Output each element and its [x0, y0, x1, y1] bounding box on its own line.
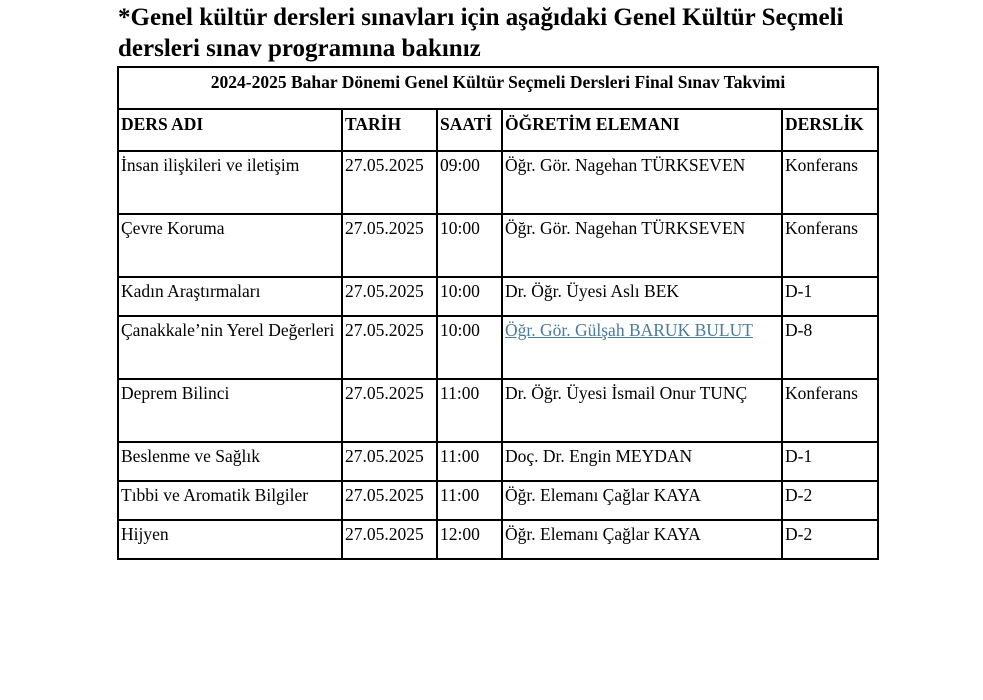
room-cell: Konferans: [782, 151, 878, 214]
instructor-cell: Öğr. Gör. Nagehan TÜRKSEVEN: [502, 214, 782, 277]
time-cell: 10:00: [437, 316, 502, 379]
column-header-instructor: ÖĞRETİM ELEMANI: [502, 109, 782, 151]
instructor-cell: Dr. Öğr. Üyesi Aslı BEK: [502, 277, 782, 316]
instructor-cell: Öğr. Elemanı Çağlar KAYA: [502, 481, 782, 520]
column-header-date: TARİH: [342, 109, 437, 151]
table-row: [118, 442, 878, 481]
instructor-cell: [502, 316, 782, 379]
course-cell: Çanakkale’nin Yerel Değerleri: [118, 316, 342, 379]
room-cell: D-2: [782, 481, 878, 520]
time-cell: 11:00: [437, 442, 502, 481]
table-row: [118, 151, 878, 214]
column-header-time: SAATİ: [437, 109, 502, 151]
room-cell: Konferans: [782, 214, 878, 277]
course-cell: Hijyen: [118, 520, 342, 559]
page-heading: *Genel kültür dersleri sınavları için aşağıdaki Genel Kültür Seçmeli dersleri sınav programına bakınız: [118, 4, 844, 62]
table-caption-text: 2024-2025 Bahar Dönemi Genel Kültür Seçmeli Dersleri Final Sınav Takvimi: [210, 72, 786, 92]
room-cell: D-2: [782, 520, 878, 559]
instructor-cell: Dr. Öğr. Üyesi İsmail Onur TUNÇ: [502, 379, 782, 442]
date-cell: 27.05.2025: [342, 379, 437, 442]
date-cell: 27.05.2025: [342, 151, 437, 214]
date-cell: 27.05.2025: [342, 481, 437, 520]
table-row: [118, 316, 878, 379]
course-cell: Deprem Bilinci: [118, 379, 342, 442]
column-header-room: DERSLİK: [782, 109, 878, 151]
date-cell: 27.05.2025: [342, 520, 437, 559]
room-cell: D-1: [782, 277, 878, 316]
date-cell: 27.05.2025: [342, 214, 437, 277]
room-cell: D-1: [782, 442, 878, 481]
header-row: [118, 109, 878, 151]
course-cell: Kadın Araştırmaları: [118, 277, 342, 316]
table-row: [118, 520, 878, 559]
room-cell: D-8: [782, 316, 878, 379]
time-cell: 09:00: [437, 151, 502, 214]
date-cell: 27.05.2025: [342, 442, 437, 481]
column-header-course: DERS ADI: [118, 109, 342, 151]
instructor-cell: Doç. Dr. Engin MEYDAN: [502, 442, 782, 481]
table-row: [118, 214, 878, 277]
table-row: [118, 379, 878, 442]
course-cell: İnsan ilişkileri ve iletişim: [118, 151, 342, 214]
exam-schedule-table: [117, 66, 879, 560]
date-cell: 27.05.2025: [342, 277, 437, 316]
time-cell: 10:00: [437, 277, 502, 316]
caption-row: [118, 67, 878, 109]
time-cell: 10:00: [437, 214, 502, 277]
date-cell: 27.05.2025: [342, 316, 437, 379]
time-cell: 12:00: [437, 520, 502, 559]
instructor-cell: Öğr. Elemanı Çağlar KAYA: [502, 520, 782, 559]
table-row: [118, 277, 878, 316]
course-cell: Beslenme ve Sağlık: [118, 442, 342, 481]
time-cell: 11:00: [437, 379, 502, 442]
course-cell: Çevre Koruma: [118, 214, 342, 277]
time-cell: 11:00: [437, 481, 502, 520]
course-cell: Tıbbi ve Aromatik Bilgiler: [118, 481, 342, 520]
table-caption: [118, 67, 878, 109]
instructor-cell: Öğr. Gör. Nagehan TÜRKSEVEN: [502, 151, 782, 214]
table-row: [118, 481, 878, 520]
instructor-link[interactable]: Öğr. Gör. Gülşah BARUK BULUT: [505, 320, 753, 340]
room-cell: Konferans: [782, 379, 878, 442]
